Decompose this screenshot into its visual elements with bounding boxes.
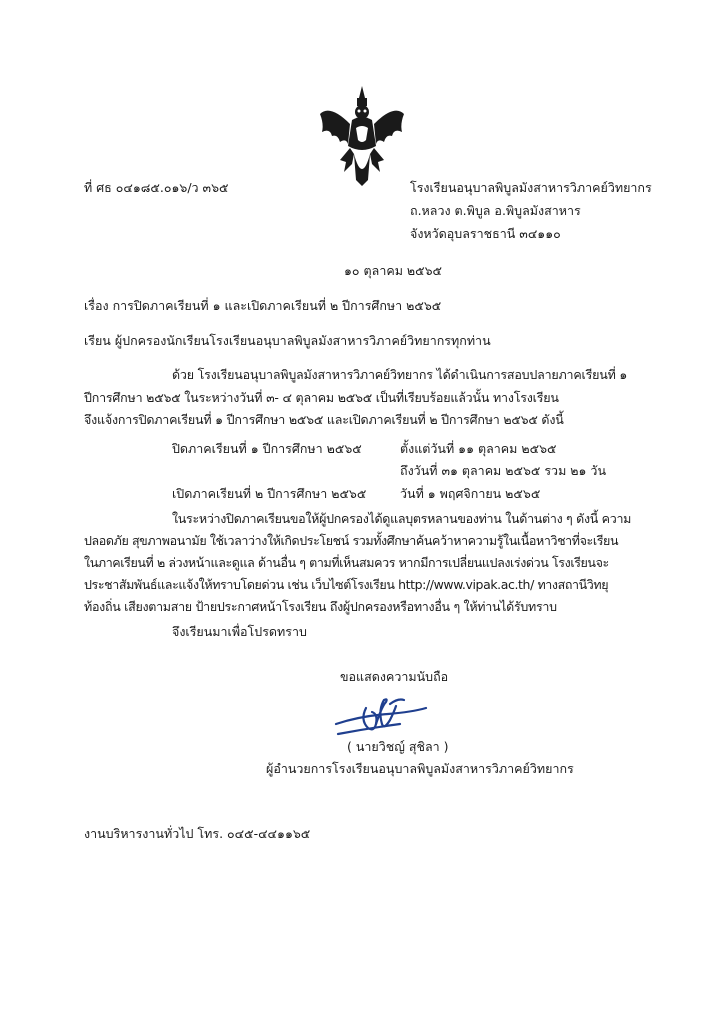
- document-date: ๑๐ ตุลาคม ๒๕๖๕: [344, 263, 443, 278]
- close-term-label: ปิดภาคเรียนที่ ๑ ปีการศึกษา ๒๕๖๕: [172, 441, 362, 456]
- close-term-from: ตั้งแต่วันที่ ๑๑ ตุลาคม ๒๕๖๕: [400, 441, 557, 456]
- paragraph-1-line: ปีการศึกษา ๒๕๖๕ ในระหว่างวันที่ ๓- ๔ ตุลาคม ๒๕๖๕ เป็นที่เรียบร้อยแล้วนั้น ทางโรงเรียน: [84, 390, 559, 405]
- respect-closing: ขอแสดงความนับถือ: [340, 669, 449, 684]
- paragraph-2-line: ปลอดภัย สุขภาพอนามัย ใช้เวลาว่างให้เกิดประโยชน์ รวมทั้งศึกษาค้นคว้าหาความรู้ในเนื้อหาวิชาที่จะเรียน: [84, 533, 619, 548]
- footer-contact: งานบริหารงานทั่วไป โทร. ๐๔๕-๔๔๑๑๖๕: [84, 826, 311, 841]
- address-line-1: ถ.หลวง ต.พิบูล อ.พิบูลมังสาหาร: [410, 203, 581, 218]
- signatory-name: ( นายวิชญ์ สุชิลา ): [347, 739, 449, 754]
- closing-request: จึงเรียนมาเพื่อโปรดทราบ: [172, 624, 307, 639]
- signatory-position: ผู้อำนวยการโรงเรียนอนุบาลพิบูลมังสาหารวิภาคย์วิทยากร: [266, 761, 574, 776]
- address-line-2: จังหวัดอุบลราชธานี ๓๔๑๑๐: [410, 226, 561, 241]
- document-number: ที่ ศธ ๐๔๑๘๕.๐๑๖/ว ๓๖๕: [84, 180, 229, 195]
- paragraph-2-line: ประชาสัมพันธ์และแจ้งให้ทราบโดยด่วน เช่น เว็บไซต์โรงเรียน http://www.vipak.ac.th/ ทางสถานีวิทยุ: [84, 577, 609, 592]
- paragraph-2-line: ในภาคเรียนที่ ๒ ล่วงหน้าและดูแล ด้านอื่น ๆ ตามที่เห็นสมควร หากมีการเปลี่ยนแปลงเร่งด่วน โรงเรียนจะ: [84, 555, 609, 570]
- garuda-emblem-icon: [316, 84, 408, 188]
- recipient-line: เรียน ผู้ปกครองนักเรียนโรงเรียนอนุบาลพิบูลมังสาหารวิภาคย์วิทยากรทุกท่าน: [84, 333, 491, 348]
- paragraph-2-line: ท้องถิ่น เสียงตามสาย ป้ายประกาศหน้าโรงเรียน ถึงผู้ปกครองหรือทางอื่น ๆ ให้ท่านได้รับทราบ: [84, 599, 557, 614]
- open-term-date: วันที่ ๑ พฤศจิกายน ๒๕๖๕: [400, 486, 541, 501]
- school-name: โรงเรียนอนุบาลพิบูลมังสาหารวิภาคย์วิทยากร: [410, 180, 652, 195]
- paragraph-1-line: จึงแจ้งการปิดภาคเรียนที่ ๑ ปีการศึกษา ๒๕๖๕ และเปิดภาคเรียนที่ ๒ ปีการศึกษา ๒๕๖๕ ดังนี้: [84, 412, 564, 427]
- subject-line: เรื่อง การปิดภาคเรียนที่ ๑ และเปิดภาคเรียนที่ ๒ ปีการศึกษา ๒๕๖๕: [84, 298, 442, 313]
- close-term-to: ถึงวันที่ ๓๑ ตุลาคม ๒๕๖๕ รวม ๒๑ วัน: [400, 463, 606, 478]
- paragraph-1-line: ด้วย โรงเรียนอนุบาลพิบูลมังสาหารวิภาคย์วิทยากร ได้ดำเนินการสอบปลายภาคเรียนที่ ๑: [172, 367, 628, 382]
- paragraph-2-line: ในระหว่างปิดภาคเรียนขอให้ผู้ปกครองได้ดูแลบุตรหลานของท่าน ในด้านต่าง ๆ ดังนี้ ความ: [172, 511, 632, 526]
- handwritten-signature: [330, 694, 430, 740]
- open-term-label: เปิดภาคเรียนที่ ๒ ปีการศึกษา ๒๕๖๕: [172, 486, 367, 501]
